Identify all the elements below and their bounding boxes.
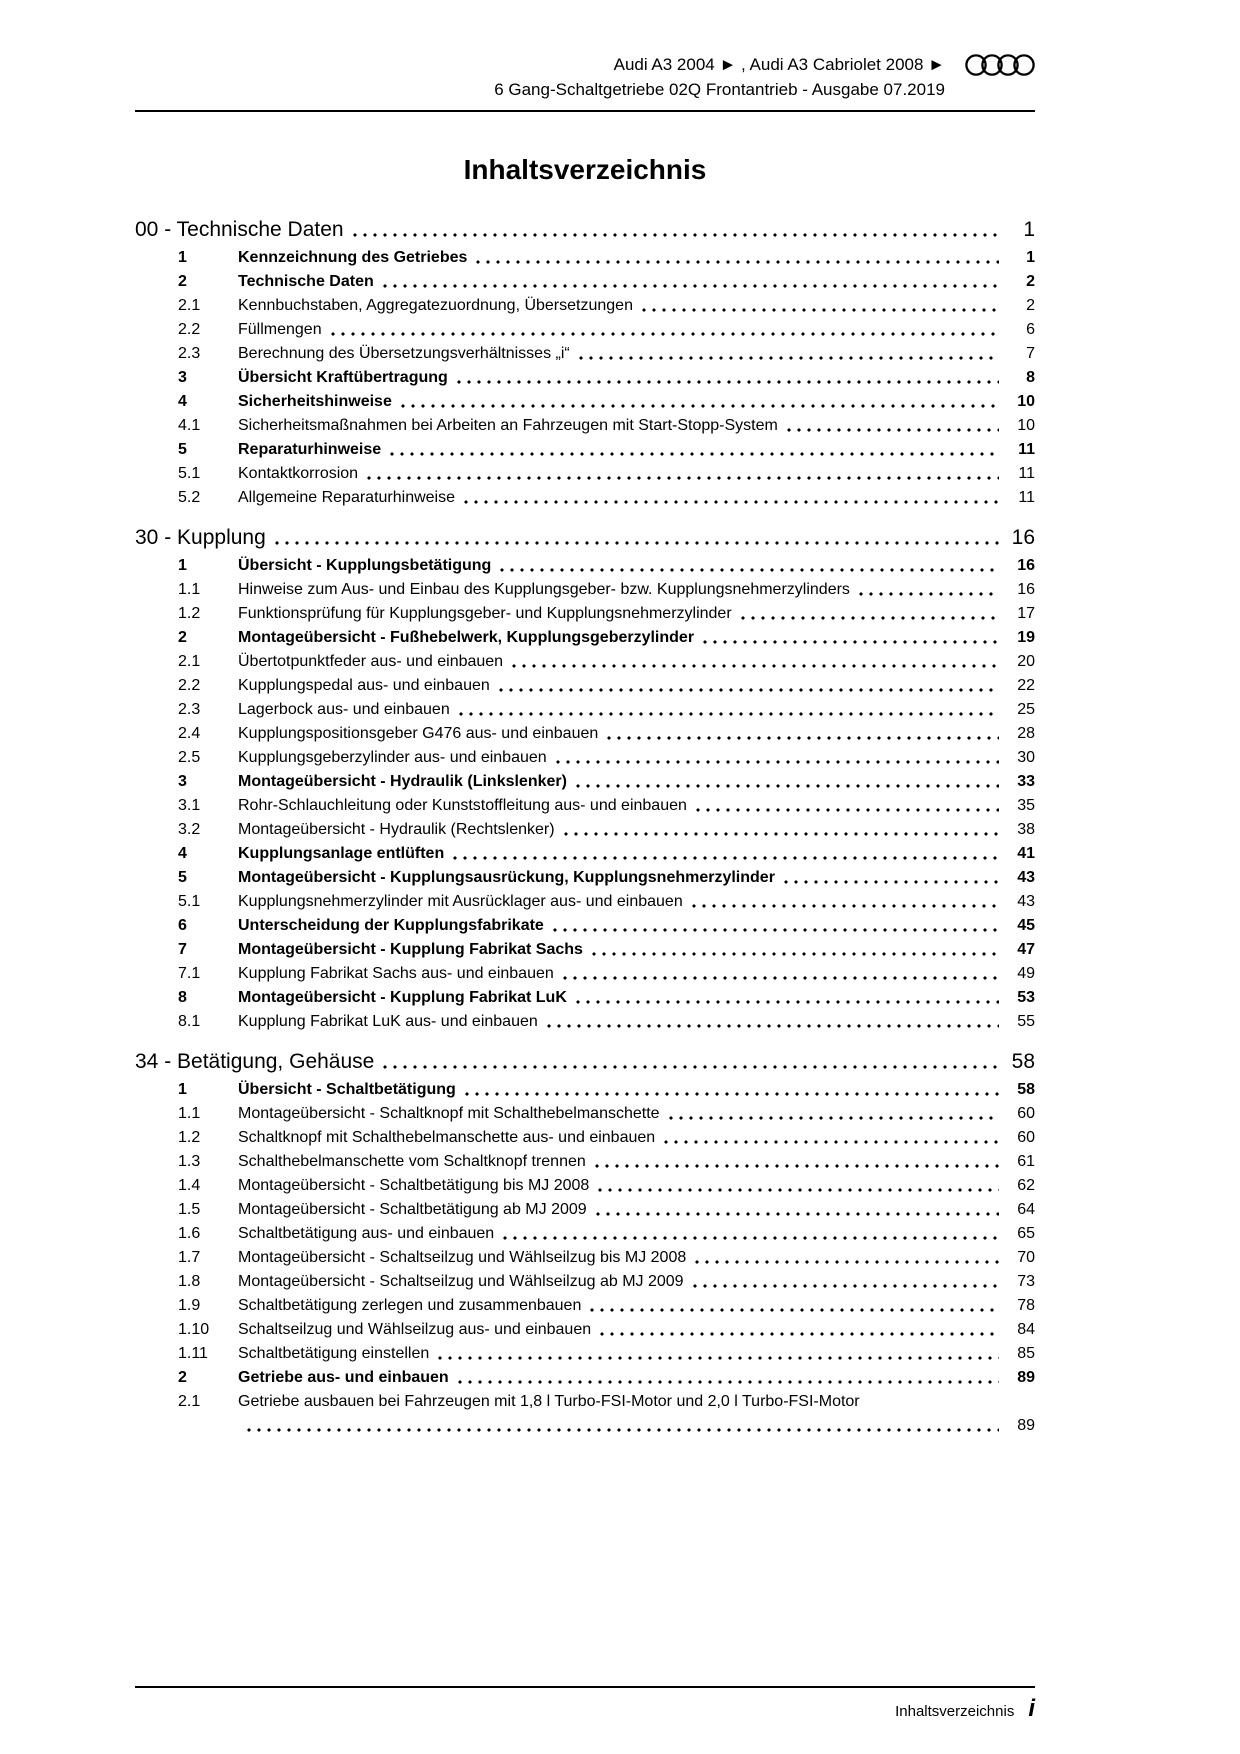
entry-title: Übersicht - Kupplungsbetätigung bbox=[238, 557, 492, 574]
entry-number: 5.2 bbox=[178, 489, 201, 506]
entry-page-number: 11 bbox=[1018, 441, 1035, 458]
page-header bbox=[135, 0, 1035, 112]
entry-title: Montageübersicht - Kupplung Fabrikat Sachs bbox=[238, 941, 583, 958]
dot-leader bbox=[606, 735, 999, 741]
dot-leader bbox=[641, 307, 999, 313]
entry-title: Montageübersicht - Schaltseilzug und Wählseilzug ab MJ 2009 bbox=[238, 1273, 684, 1290]
entry-page-number: 16 bbox=[1017, 581, 1035, 598]
entry-title: Allgemeine Reparaturhinweise bbox=[238, 489, 456, 506]
entry-number: 1 bbox=[178, 249, 187, 266]
toc-entry bbox=[135, 746, 1035, 770]
dot-leader bbox=[578, 355, 999, 361]
entry-number: 1.2 bbox=[178, 1129, 201, 1146]
entry-title: Schaltknopf mit Schalthebelmanschette aus- und einbauen bbox=[238, 1129, 656, 1146]
page-footer bbox=[135, 1686, 1035, 1723]
dot-leader bbox=[555, 759, 999, 765]
entry-number: 7.1 bbox=[178, 965, 201, 982]
header-subtitle-line: 6 Gang-Schaltgetriebe 02Q Frontantrieb - Ausgabe 07.2019 bbox=[494, 80, 945, 99]
dot-leader bbox=[563, 831, 999, 837]
entry-number: 3.1 bbox=[178, 797, 201, 814]
dot-leader bbox=[663, 1139, 999, 1145]
entry-title: Funktionsprüfung für Kupplungsgeber- und Kupplungsnehmerzylinder bbox=[238, 605, 732, 622]
entry-title: Übersicht - Schaltbetätigung bbox=[238, 1081, 456, 1098]
entry-page-number: 49 bbox=[1017, 965, 1035, 982]
entry-number: 1 bbox=[178, 1081, 187, 1098]
entry-title: Kennbuchstaben, Aggregatezuordnung, Übersetzungen bbox=[238, 297, 633, 314]
toc-entry bbox=[135, 890, 1035, 914]
entry-number: 7 bbox=[178, 941, 187, 958]
dot-leader bbox=[695, 807, 999, 813]
toc-entry bbox=[135, 938, 1035, 962]
entry-page-number: 89 bbox=[1017, 1369, 1035, 1386]
entry-number: 1 bbox=[178, 557, 187, 574]
dot-leader bbox=[694, 1259, 999, 1265]
entry-title: Technische Daten bbox=[238, 273, 374, 290]
dot-leader bbox=[668, 1115, 999, 1121]
dot-leader bbox=[400, 403, 999, 409]
entry-page-number: 78 bbox=[1017, 1297, 1035, 1314]
dot-leader bbox=[740, 615, 999, 621]
entry-number: 2 bbox=[178, 273, 187, 290]
toc-entry bbox=[135, 986, 1035, 1010]
chapter-label: 34 - Betätigung, Gehäuse bbox=[135, 1050, 375, 1073]
entry-title: Schaltbetätigung aus- und einbauen bbox=[238, 1225, 495, 1242]
entry-title: Montageübersicht - Hydraulik (Linkslenker) bbox=[238, 773, 567, 790]
entry-number: 6 bbox=[178, 917, 187, 934]
chapter-row bbox=[135, 524, 1035, 552]
dot-leader bbox=[597, 1187, 999, 1193]
entry-page-number: 41 bbox=[1017, 845, 1035, 862]
entry-page-number: 55 bbox=[1017, 1013, 1035, 1030]
dot-leader bbox=[589, 1307, 999, 1313]
entry-title: Füllmengen bbox=[238, 321, 322, 338]
dot-leader bbox=[692, 1283, 999, 1289]
dot-leader bbox=[595, 1211, 999, 1217]
dot-leader bbox=[330, 331, 999, 337]
entry-page-number: 30 bbox=[1017, 749, 1035, 766]
entry-page-number: 28 bbox=[1017, 725, 1035, 742]
entry-number: 1.2 bbox=[178, 605, 201, 622]
dot-leader bbox=[575, 783, 999, 789]
entry-page-number: 2 bbox=[1026, 297, 1035, 314]
dot-leader bbox=[389, 451, 999, 457]
entry-page-number: 2 bbox=[1026, 273, 1035, 290]
entry-page-number: 84 bbox=[1017, 1321, 1035, 1338]
chapter-row bbox=[135, 1048, 1035, 1076]
toc-entry bbox=[135, 602, 1035, 626]
entry-number: 1.5 bbox=[178, 1201, 201, 1218]
toc-entry bbox=[135, 414, 1035, 438]
toc-entry bbox=[135, 270, 1035, 294]
toc-entry bbox=[135, 554, 1035, 578]
entry-page-number: 43 bbox=[1017, 893, 1035, 910]
entry-title: Schaltbetätigung einstellen bbox=[238, 1345, 430, 1362]
entry-number: 2.2 bbox=[178, 677, 201, 694]
entry-title: Kupplungsanlage entlüften bbox=[238, 845, 445, 862]
entry-page-number: 45 bbox=[1017, 917, 1035, 934]
entry-number: 3 bbox=[178, 773, 187, 790]
entry-page-number: 43 bbox=[1017, 869, 1035, 886]
dot-leader bbox=[546, 1023, 999, 1029]
toc-entry bbox=[135, 842, 1035, 866]
entry-title: Übertotpunktfeder aus- und einbauen bbox=[238, 653, 504, 670]
entry-title: Montageübersicht - Kupplung Fabrikat LuK bbox=[238, 989, 567, 1006]
entry-title: Kontaktkorrosion bbox=[238, 465, 359, 482]
toc-entry bbox=[135, 294, 1035, 318]
entry-title: Kupplungsnehmerzylinder mit Ausrücklager aus- und einbauen bbox=[238, 893, 683, 910]
toc-entry-continuation bbox=[135, 1414, 1035, 1438]
entry-title: Reparaturhinweise bbox=[238, 441, 382, 458]
entry-number: 5.1 bbox=[178, 893, 201, 910]
toc-entry bbox=[135, 626, 1035, 650]
toc-entry bbox=[135, 318, 1035, 342]
entry-page-number: 20 bbox=[1017, 653, 1035, 670]
entry-number: 2.1 bbox=[178, 1393, 201, 1410]
entry-number: 8.1 bbox=[178, 1013, 201, 1030]
toc-entry bbox=[135, 246, 1035, 270]
entry-title: Montageübersicht - Hydraulik (Rechtslenker) bbox=[238, 821, 555, 838]
dot-leader bbox=[498, 687, 999, 693]
entry-title: Montageübersicht - Kupplungsausrückung, Kupplungsnehmerzylinder bbox=[238, 869, 775, 886]
entry-number: 1.1 bbox=[178, 581, 201, 598]
dot-leader bbox=[458, 711, 999, 717]
dot-leader bbox=[783, 879, 999, 885]
dot-leader bbox=[366, 475, 999, 481]
toc-entry bbox=[135, 438, 1035, 462]
dot-leader bbox=[575, 999, 999, 1005]
entry-page-number: 70 bbox=[1017, 1249, 1035, 1266]
entry-title: Kupplung Fabrikat Sachs aus- und einbauen bbox=[238, 965, 554, 982]
entry-title: Sicherheitsmaßnahmen bei Arbeiten an Fahrzeugen mit Start-Stopp-System bbox=[238, 417, 778, 434]
entry-title: Kupplungspositionsgeber G476 aus- und einbauen bbox=[238, 725, 599, 742]
toc-entry bbox=[135, 390, 1035, 414]
entry-number: 1.3 bbox=[178, 1153, 201, 1170]
entry-title: Getriebe aus- und einbauen bbox=[238, 1369, 449, 1386]
toc-entry bbox=[135, 1222, 1035, 1246]
entry-number: 2.2 bbox=[178, 321, 201, 338]
toc-entry bbox=[135, 866, 1035, 890]
entry-page-number: 11 bbox=[1018, 465, 1035, 482]
toc-entry bbox=[135, 1366, 1035, 1390]
entry-title: Getriebe ausbauen bei Fahrzeugen mit 1,8 l Turbo-FSI-Motor und 2,0 l Turbo-FSI-Motor bbox=[238, 1393, 860, 1410]
entry-page-number: 10 bbox=[1017, 393, 1035, 410]
entry-number: 1.10 bbox=[178, 1321, 210, 1338]
entry-title: Montageübersicht - Schaltbetätigung ab MJ 2009 bbox=[238, 1201, 587, 1218]
entry-number: 2 bbox=[178, 629, 187, 646]
entry-number: 8 bbox=[178, 989, 187, 1006]
entry-page-number: 1 bbox=[1026, 249, 1035, 266]
chapter-page-number: 16 bbox=[1011, 526, 1035, 549]
chapter-page-number: 58 bbox=[1011, 1050, 1035, 1073]
toc-entry bbox=[135, 1342, 1035, 1366]
toc-entry bbox=[135, 1294, 1035, 1318]
entry-number: 2 bbox=[178, 1369, 187, 1386]
toc-entry bbox=[135, 770, 1035, 794]
header-text bbox=[494, 52, 945, 102]
entry-page-number: 64 bbox=[1017, 1201, 1035, 1218]
entry-title: Lagerbock aus- und einbauen bbox=[238, 701, 450, 718]
entry-number: 1.7 bbox=[178, 1249, 201, 1266]
dot-leader bbox=[786, 427, 999, 433]
header-model-line: Audi A3 2004 ► , Audi A3 Cabriolet 2008 ► bbox=[613, 55, 945, 74]
entry-page-number: 73 bbox=[1017, 1273, 1035, 1290]
toc bbox=[135, 216, 1035, 1438]
entry-page-number: 10 bbox=[1017, 417, 1035, 434]
toc-entry bbox=[135, 462, 1035, 486]
entry-title: Kennzeichnung des Getriebes bbox=[238, 249, 468, 266]
dot-leader bbox=[452, 855, 999, 861]
entry-page-number: 65 bbox=[1017, 1225, 1035, 1242]
dot-leader bbox=[599, 1331, 999, 1337]
dot-leader bbox=[552, 927, 999, 933]
toc-entry bbox=[135, 1174, 1035, 1198]
dot-leader bbox=[591, 951, 999, 957]
entry-title: Kupplungspedal aus- und einbauen bbox=[238, 677, 490, 694]
footer-page-number: i bbox=[1028, 1695, 1035, 1722]
entry-title: Berechnung des Übersetzungsverhältnisses „i“ bbox=[238, 345, 570, 362]
entry-page-number: 11 bbox=[1018, 489, 1035, 506]
dot-leader bbox=[246, 1427, 999, 1433]
entry-page-number: 35 bbox=[1017, 797, 1035, 814]
entry-title: Sicherheitshinweise bbox=[238, 393, 392, 410]
dot-leader bbox=[464, 1091, 999, 1097]
entry-page-number: 7 bbox=[1026, 345, 1035, 362]
entry-page-number: 60 bbox=[1017, 1129, 1035, 1146]
entry-number: 1.8 bbox=[178, 1273, 201, 1290]
entry-page-number: 16 bbox=[1017, 557, 1035, 574]
toc-entry bbox=[135, 962, 1035, 986]
entry-title: Unterscheidung der Kupplungsfabrikate bbox=[238, 917, 544, 934]
entry-page-number: 8 bbox=[1026, 369, 1035, 386]
dot-leader bbox=[511, 663, 999, 669]
entry-page-number: 53 bbox=[1017, 989, 1035, 1006]
entry-number: 4.1 bbox=[178, 417, 201, 434]
dot-leader bbox=[594, 1163, 999, 1169]
dot-leader bbox=[475, 259, 999, 265]
dot-leader bbox=[702, 639, 999, 645]
entry-page-number: 89 bbox=[1017, 1417, 1035, 1434]
entry-number: 2.1 bbox=[178, 297, 201, 314]
entry-number: 2.3 bbox=[178, 701, 201, 718]
entry-number: 4 bbox=[178, 393, 187, 410]
audi-rings-logo bbox=[965, 53, 1035, 77]
dot-leader bbox=[691, 903, 999, 909]
entry-title: Schaltseilzug und Wählseilzug aus- und einbauen bbox=[238, 1321, 592, 1338]
toc-entry bbox=[135, 1318, 1035, 1342]
dot-leader bbox=[499, 567, 999, 573]
entry-number: 1.4 bbox=[178, 1177, 201, 1194]
toc-entry bbox=[135, 1198, 1035, 1222]
entry-title: Übersicht Kraftübertragung bbox=[238, 369, 448, 386]
content-area bbox=[135, 0, 1035, 1438]
entry-title: Schaltbetätigung zerlegen und zusammenbauen bbox=[238, 1297, 582, 1314]
chapter-page-number: 1 bbox=[1023, 218, 1035, 241]
entry-page-number: 33 bbox=[1017, 773, 1035, 790]
entry-number: 1.9 bbox=[178, 1297, 201, 1314]
dot-leader bbox=[457, 1379, 999, 1385]
toc-entry bbox=[135, 1246, 1035, 1270]
entry-page-number: 25 bbox=[1017, 701, 1035, 718]
footer-label: Inhaltsverzeichnis bbox=[895, 1703, 1015, 1720]
entry-page-number: 19 bbox=[1017, 629, 1035, 646]
entry-title: Kupplung Fabrikat LuK aus- und einbauen bbox=[238, 1013, 538, 1030]
dot-leader bbox=[352, 232, 999, 238]
chapter-label: 00 - Technische Daten bbox=[135, 218, 344, 241]
entry-page-number: 22 bbox=[1017, 677, 1035, 694]
toc-entry bbox=[135, 818, 1035, 842]
entry-number: 2.1 bbox=[178, 653, 201, 670]
entry-page-number: 85 bbox=[1017, 1345, 1035, 1362]
toc-entry bbox=[135, 1126, 1035, 1150]
entry-number: 2.3 bbox=[178, 345, 201, 362]
entry-number: 4 bbox=[178, 845, 187, 862]
entry-number: 5 bbox=[178, 869, 187, 886]
entry-number: 5 bbox=[178, 441, 187, 458]
entry-title: Schalthebelmanschette vom Schaltknopf trennen bbox=[238, 1153, 586, 1170]
dot-leader bbox=[456, 379, 999, 385]
dot-leader bbox=[382, 1064, 999, 1070]
chapter-label: 30 - Kupplung bbox=[135, 526, 266, 549]
toc-entry bbox=[135, 1390, 1035, 1414]
entry-number: 5.1 bbox=[178, 465, 201, 482]
entry-page-number: 47 bbox=[1017, 941, 1035, 958]
dot-leader bbox=[562, 975, 999, 981]
page-title: Inhaltsverzeichnis bbox=[463, 154, 707, 185]
toc-entry bbox=[135, 486, 1035, 510]
entry-page-number: 61 bbox=[1017, 1153, 1035, 1170]
entry-title: Montageübersicht - Schaltknopf mit Schalthebelmanschette bbox=[238, 1105, 660, 1122]
toc-entry bbox=[135, 342, 1035, 366]
entry-page-number: 17 bbox=[1017, 605, 1035, 622]
entry-title: Hinweise zum Aus- und Einbau des Kupplungsgeber- bzw. Kupplungsnehmerzylinders bbox=[238, 581, 850, 598]
toc-entry bbox=[135, 794, 1035, 818]
toc-entry bbox=[135, 722, 1035, 746]
entry-page-number: 62 bbox=[1017, 1177, 1035, 1194]
dot-leader bbox=[274, 540, 999, 546]
toc-entry bbox=[135, 914, 1035, 938]
dot-leader bbox=[858, 591, 999, 597]
toc-entry bbox=[135, 1010, 1035, 1034]
toc-entry bbox=[135, 674, 1035, 698]
entry-number: 2.5 bbox=[178, 749, 201, 766]
entry-number: 2.4 bbox=[178, 725, 201, 742]
entry-page-number: 60 bbox=[1017, 1105, 1035, 1122]
dot-leader bbox=[437, 1355, 999, 1361]
toc-entry bbox=[135, 698, 1035, 722]
entry-title: Kupplungsgeberzylinder aus- und einbauen bbox=[238, 749, 547, 766]
entry-number: 1.11 bbox=[178, 1345, 208, 1362]
toc-entry bbox=[135, 1150, 1035, 1174]
dot-leader bbox=[382, 283, 999, 289]
entry-number: 1.1 bbox=[178, 1105, 201, 1122]
chapter-row bbox=[135, 216, 1035, 244]
toc-entry bbox=[135, 1102, 1035, 1126]
entry-page-number: 58 bbox=[1017, 1081, 1035, 1098]
toc-entry bbox=[135, 650, 1035, 674]
entry-number: 3 bbox=[178, 369, 187, 386]
entry-page-number: 6 bbox=[1026, 321, 1035, 338]
dot-leader bbox=[502, 1235, 999, 1241]
entry-title: Montageübersicht - Schaltseilzug und Wählseilzug bis MJ 2008 bbox=[238, 1249, 687, 1266]
toc-entry bbox=[135, 366, 1035, 390]
entry-title: Montageübersicht - Schaltbetätigung bis MJ 2008 bbox=[238, 1177, 590, 1194]
entry-number: 3.2 bbox=[178, 821, 201, 838]
entry-title: Montageübersicht - Fußhebelwerk, Kupplungsgeberzylinder bbox=[238, 629, 695, 646]
dot-leader bbox=[463, 499, 999, 505]
toc-entry bbox=[135, 578, 1035, 602]
entry-title: Rohr-Schlauchleitung oder Kunststoffleitung aus- und einbauen bbox=[238, 797, 687, 814]
toc-entry bbox=[135, 1078, 1035, 1102]
entry-page-number: 38 bbox=[1017, 821, 1035, 838]
entry-number: 1.6 bbox=[178, 1225, 201, 1242]
toc-entry bbox=[135, 1270, 1035, 1294]
